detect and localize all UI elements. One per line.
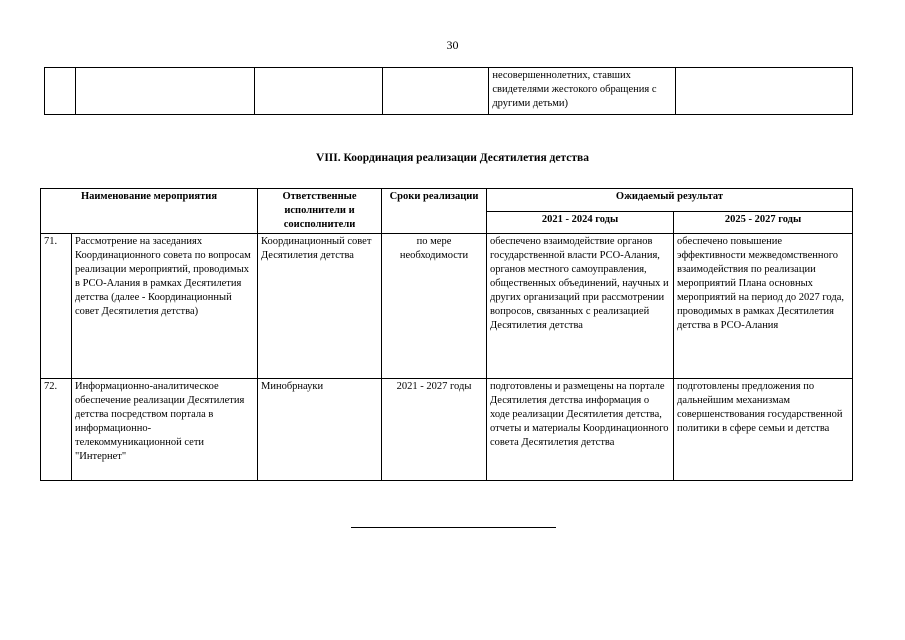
row-name: Информационно-аналитическое обеспечение реализации Десятилетия детства посредством портала в информационно-телекоммуникационной сети "Интернет" <box>72 379 258 481</box>
table-cell <box>382 68 489 115</box>
row-name: Рассмотрение на заседаниях Координационного совета по вопросам реализации мероприятий, проводимых в РСО-Алания в рамках Десятилетия детства (далее - Координационный совет Десятилетия детства) <box>72 234 258 379</box>
header-name: Наименование мероприятия <box>41 189 258 234</box>
table-cell <box>45 68 76 115</box>
section-title: VIII. Координация реализации Десятилетия детства <box>316 152 589 164</box>
row-result-2: подготовлены предложения по дальнейшим механизмам совершенствования государственной политики в сфере семьи и детства <box>674 379 853 481</box>
header-period-2: 2025 - 2027 годы <box>674 211 853 234</box>
row-result-1: подготовлены и размещены на портале Десятилетия детства информация о ходе реализации Десятилетия детства, отчеты и материалы Координационного совета Десятилетия детства <box>487 379 674 481</box>
table-row <box>45 68 853 115</box>
row-responsible: Минобрнауки <box>258 379 382 481</box>
continued-table <box>44 67 853 115</box>
table-cell <box>75 68 254 115</box>
header-responsible: Ответственные исполнители и соисполнители <box>258 189 382 234</box>
row-result-1: обеспечено взаимодействие органов государственной власти РСО-Алания, органов местного самоуправления, общественных объединений, научных и других организаций при рассмотрении вопросов, связанных с реализацией Десятилетия детства <box>487 234 674 379</box>
page-number: 30 <box>446 38 459 52</box>
row-number: 71. <box>41 234 72 379</box>
header-row <box>41 189 853 212</box>
table-cell <box>254 68 382 115</box>
row-terms: по мере необходимости <box>382 234 487 379</box>
row-terms: 2021 - 2027 годы <box>382 379 487 481</box>
row-number: 72. <box>41 379 72 481</box>
table-cell <box>676 68 853 115</box>
header-period-1: 2021 - 2024 годы <box>487 211 674 234</box>
end-divider <box>351 527 556 528</box>
header-terms: Сроки реализации <box>382 189 487 234</box>
header-expected: Ожидаемый результат <box>487 189 853 212</box>
table-row <box>41 379 853 481</box>
table-cell: несовершеннолетних, ставших свидетелями жестокого обращения с другими детьми) <box>489 68 676 115</box>
row-responsible: Координационный совет Десятилетия детства <box>258 234 382 379</box>
table-row <box>41 234 853 379</box>
measures-table <box>40 188 853 481</box>
row-result-2: обеспечено повышение эффективности межведомственного взаимодействия по реализации мероприятий Плана основных мероприятий на период до 2027 года, проводимых в рамках Десятилетия детства в РСО-Алания <box>674 234 853 379</box>
